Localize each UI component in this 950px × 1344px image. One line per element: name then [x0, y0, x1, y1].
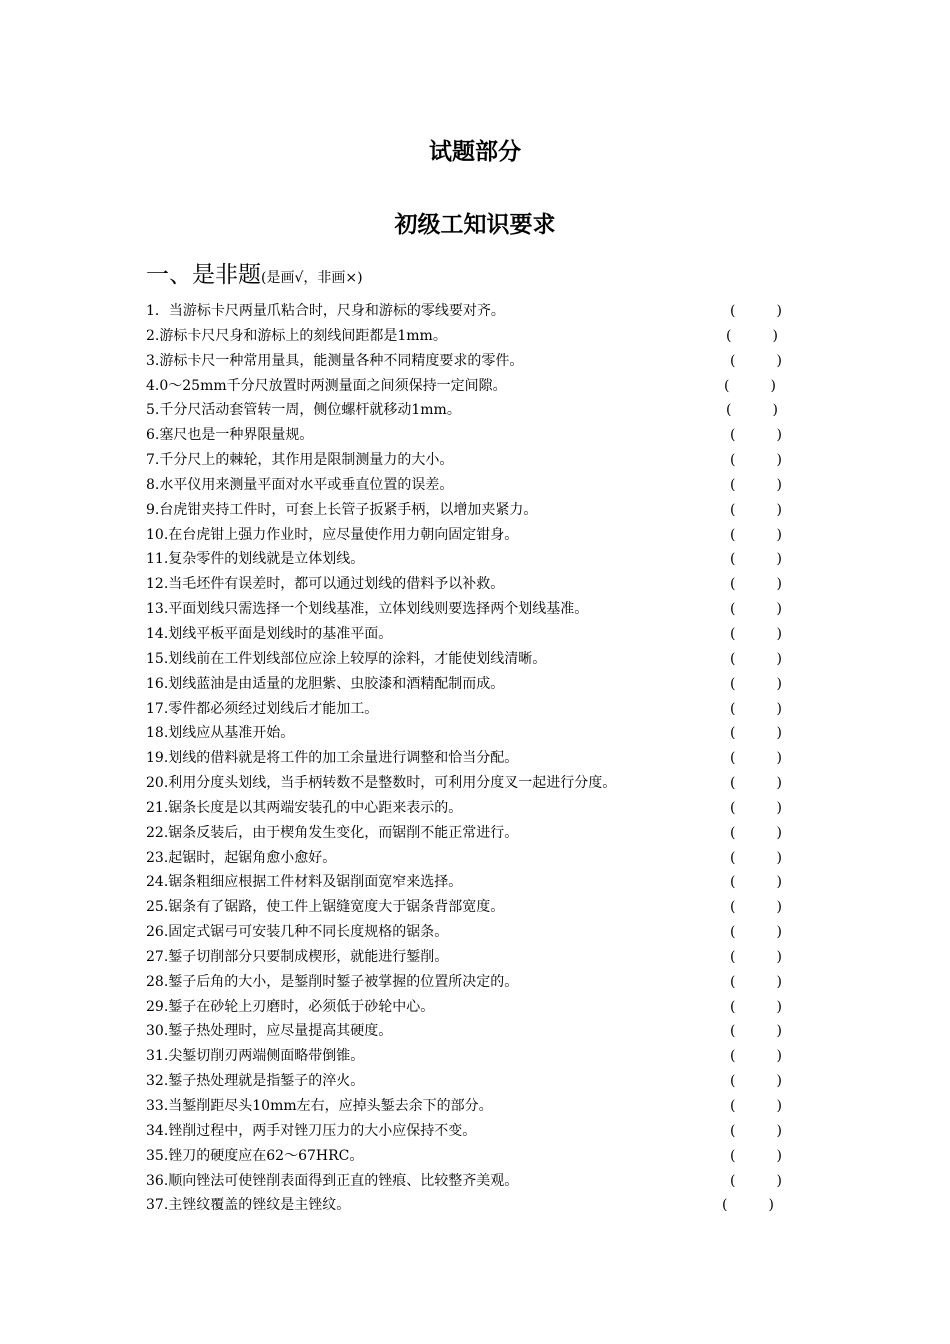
answer-blank[interactable]	[730, 846, 782, 871]
question-text: 14.划线平板平面是划线时的基准平面。	[146, 625, 393, 642]
question-text: 3.游标卡尺一种常用量具，能测量各种不同精度要求的零件。	[146, 352, 524, 369]
answer-paren-open: (	[726, 327, 732, 344]
answer-blank[interactable]	[722, 1193, 774, 1218]
answer-paren-close: )	[776, 750, 782, 767]
question-text: 2.游标卡尺尺身和游标上的刻线间距都是1mm。	[146, 327, 447, 344]
answer-paren-open: (	[730, 775, 736, 792]
question-text: 28.錾子后角的大小，是錾削时錾子被掌握的位置所决定的。	[146, 973, 519, 990]
answer-paren-open: (	[722, 1197, 728, 1214]
answer-blank[interactable]	[730, 1169, 782, 1194]
answer-blank[interactable]	[730, 1144, 782, 1169]
question-item	[146, 572, 786, 597]
question-item	[146, 846, 786, 871]
answer-paren-close: )	[776, 1023, 782, 1040]
answer-paren-close: )	[776, 476, 782, 493]
answer-blank[interactable]	[730, 771, 782, 796]
answer-paren-open: (	[730, 1073, 736, 1090]
question-text: 5.千分尺活动套管转一周，侧位螺杆就移动1mm。	[146, 402, 461, 419]
answer-paren-open: (	[730, 899, 736, 916]
question-item	[146, 1119, 786, 1144]
question-text: 23.起锯时，起锯角愈小愈好。	[146, 849, 337, 866]
answer-blank[interactable]	[730, 622, 782, 647]
question-text: 15.划线前在工件划线部位应涂上较厚的涂料，才能使划线清晰。	[146, 650, 547, 667]
answer-paren-close: )	[776, 427, 782, 444]
answer-blank[interactable]	[730, 945, 782, 970]
question-item	[146, 498, 786, 523]
question-item	[146, 895, 786, 920]
question-text: 30.錾子热处理时，应尽量提高其硬度。	[146, 1023, 393, 1040]
question-item	[146, 622, 786, 647]
answer-blank[interactable]	[730, 349, 782, 374]
answer-paren-open: (	[730, 1098, 736, 1114]
question-item	[146, 324, 786, 349]
page-subtitle: 初级工知识要求	[394, 212, 556, 238]
answer-paren-open: (	[730, 1147, 736, 1164]
question-item	[146, 1044, 786, 1069]
question-item	[146, 870, 786, 895]
answer-paren-open: (	[724, 377, 730, 394]
question-item	[146, 473, 786, 498]
answer-paren-open: (	[730, 551, 736, 568]
answer-blank[interactable]	[730, 895, 782, 920]
answer-paren-open: (	[730, 576, 736, 593]
section-title: 一、是非题	[146, 262, 261, 288]
answer-paren-open: (	[730, 998, 736, 1015]
question-item	[146, 771, 786, 796]
answer-paren-close: )	[776, 924, 782, 941]
question-item	[146, 1069, 786, 1094]
answer-paren-close: )	[776, 452, 782, 469]
answer-paren-close: )	[776, 1122, 782, 1139]
answer-paren-close: )	[772, 402, 778, 419]
question-item	[146, 547, 786, 572]
question-text: 8.水平仪用来测量平面对水平或垂直位置的误差。	[146, 476, 454, 493]
answer-paren-close: )	[776, 973, 782, 990]
answer-paren-close: )	[776, 303, 782, 319]
answer-paren-open: (	[730, 924, 736, 941]
question-text: 16.划线蓝油是由适量的龙胆紫、虫胶漆和酒精配制而成。	[146, 675, 505, 692]
answer-paren-open: (	[730, 427, 736, 444]
question-text: 4.0～25mm千分尺放置时两测量面之间须保持一定间隙。	[146, 377, 507, 394]
question-text: 12.当毛坯件有误差时，都可以通过划线的借料予以补救。	[146, 576, 505, 593]
answer-paren-close: )	[776, 551, 782, 568]
answer-paren-close: )	[776, 526, 782, 543]
answer-paren-close: )	[772, 327, 778, 344]
question-text: 21.锯条长度是以其两端安装孔的中心距来表示的。	[146, 799, 463, 816]
answer-paren-open: (	[730, 1172, 736, 1189]
question-item	[146, 597, 786, 622]
question-item	[146, 796, 786, 821]
answer-paren-open: (	[730, 501, 736, 518]
answer-paren-close: )	[776, 625, 782, 642]
answer-paren-close: )	[776, 725, 782, 742]
question-item	[146, 1169, 786, 1194]
question-item	[146, 647, 786, 672]
question-text: 33.当錾削距尽头10mm左右，应掉头錾去余下的部分。	[146, 1098, 493, 1114]
answer-paren-close: )	[776, 948, 782, 965]
answer-paren-open: (	[730, 526, 736, 543]
section-note: (是画√，非画×)	[261, 270, 363, 286]
question-text: 26.固定式锯弓可安装几种不同长度规格的锯条。	[146, 924, 449, 941]
question-item	[146, 945, 786, 970]
question-text: 10.在台虎钳上强力作业时，应尽量使作用力朝向固定钳身。	[146, 526, 519, 543]
answer-paren-open: (	[730, 650, 736, 667]
answer-blank[interactable]	[730, 597, 782, 622]
question-item	[146, 672, 786, 697]
answer-paren-open: (	[730, 849, 736, 866]
answer-paren-open: (	[730, 303, 736, 319]
answer-paren-close: )	[776, 1172, 782, 1189]
question-item	[146, 821, 786, 846]
answer-blank[interactable]	[726, 398, 778, 423]
answer-blank[interactable]	[730, 970, 782, 995]
answer-paren-open: (	[726, 402, 732, 419]
answer-paren-close: )	[776, 899, 782, 916]
answer-paren-close: )	[776, 849, 782, 866]
answer-blank[interactable]	[730, 1069, 782, 1094]
section-heading	[146, 260, 363, 290]
answer-paren-open: (	[730, 725, 736, 742]
question-text: 34.锉削过程中，两手对锉刀压力的大小应保持不变。	[146, 1122, 477, 1139]
question-text: 31.尖錾切削刃两端侧面略带倒锥。	[146, 1048, 365, 1065]
answer-blank[interactable]	[730, 423, 782, 448]
answer-blank[interactable]	[730, 697, 782, 722]
answer-blank[interactable]	[730, 647, 782, 672]
question-item	[146, 746, 786, 771]
answer-blank[interactable]	[730, 1119, 782, 1144]
question-item	[146, 995, 786, 1020]
question-text: 19.划线的借料就是将工件的加工余量进行调整和恰当分配。	[146, 750, 519, 767]
question-text: 13.平面划线只需选择一个划线基准，立体划线则要选择两个划线基准。	[146, 601, 589, 618]
answer-blank[interactable]	[730, 870, 782, 895]
answer-paren-close: )	[776, 1147, 782, 1164]
question-text: 25.锯条有了锯路，使工件上锯缝宽度大于锯条背部宽度。	[146, 899, 505, 916]
answer-paren-close: )	[768, 1197, 774, 1214]
answer-blank[interactable]	[730, 721, 782, 746]
answer-blank[interactable]	[730, 1044, 782, 1069]
answer-paren-close: )	[776, 352, 782, 369]
question-item	[146, 1094, 786, 1119]
question-text: 18.划线应从基准开始。	[146, 725, 295, 742]
question-item	[146, 1019, 786, 1044]
question-item	[146, 523, 786, 548]
answer-paren-close: )	[776, 1098, 782, 1114]
answer-blank[interactable]	[730, 995, 782, 1020]
answer-paren-open: (	[730, 625, 736, 642]
answer-paren-open: (	[730, 799, 736, 816]
answer-paren-close: )	[776, 1073, 782, 1090]
answer-blank[interactable]	[730, 821, 782, 846]
answer-paren-open: (	[730, 1048, 736, 1065]
answer-blank[interactable]	[730, 547, 782, 572]
question-item	[146, 697, 786, 722]
answer-blank[interactable]	[730, 523, 782, 548]
answer-paren-close: )	[776, 700, 782, 717]
answer-paren-open: (	[730, 452, 736, 469]
answer-paren-close: )	[776, 650, 782, 667]
answer-paren-open: (	[730, 874, 736, 891]
question-text: 24.锯条粗细应根据工件材料及锯削面宽窄来选择。	[146, 874, 463, 891]
question-text: 27.錾子切削部分只要制成楔形，就能进行錾削。	[146, 948, 449, 965]
question-item	[146, 374, 786, 399]
question-item	[146, 349, 786, 374]
answer-paren-close: )	[776, 601, 782, 618]
question-item	[146, 1193, 786, 1218]
answer-paren-close: )	[776, 874, 782, 891]
answer-blank[interactable]	[730, 1019, 782, 1044]
answer-paren-open: (	[730, 476, 736, 493]
question-text: 32.錾子热处理就是指錾子的淬火。	[146, 1073, 365, 1090]
answer-paren-open: (	[730, 675, 736, 692]
question-item	[146, 1144, 786, 1169]
question-text: 6.塞尺也是一种界限量规。	[146, 427, 314, 444]
question-text: 17.零件都必须经过划线后才能加工。	[146, 700, 379, 717]
answer-blank[interactable]	[730, 299, 782, 324]
answer-paren-open: (	[730, 973, 736, 990]
question-text: 22.锯条反装后，由于楔角发生变化，而锯削不能正常进行。	[146, 824, 519, 841]
answer-paren-close: )	[776, 775, 782, 792]
question-item	[146, 721, 786, 746]
question-item	[146, 448, 786, 473]
answer-blank[interactable]	[730, 796, 782, 821]
answer-paren-close: )	[776, 998, 782, 1015]
answer-paren-open: (	[730, 750, 736, 767]
answer-paren-open: (	[730, 948, 736, 965]
question-item	[146, 423, 786, 448]
answer-paren-close: )	[776, 576, 782, 593]
question-text: 11.复杂零件的划线就是立体划线。	[146, 551, 365, 568]
answer-paren-open: (	[730, 824, 736, 841]
question-list	[146, 299, 786, 1218]
answer-paren-open: (	[730, 700, 736, 717]
question-text: 36.顺向锉法可使锉削表面得到正直的锉痕、比较整齐美观。	[146, 1172, 519, 1189]
answer-paren-open: (	[730, 1023, 736, 1040]
question-text: 35.锉刀的硬度应在62～67HRC。	[146, 1147, 364, 1164]
answer-blank[interactable]	[730, 448, 782, 473]
answer-paren-close: )	[776, 799, 782, 816]
answer-blank[interactable]	[724, 374, 776, 399]
answer-blank[interactable]	[730, 1094, 782, 1119]
question-item	[146, 299, 786, 324]
answer-blank[interactable]	[730, 672, 782, 697]
answer-blank[interactable]	[730, 473, 782, 498]
page-title: 试题部分	[429, 139, 521, 165]
question-text: 37.主锉纹覆盖的锉纹是主锉纹。	[146, 1197, 351, 1214]
answer-paren-open: (	[730, 352, 736, 369]
answer-paren-open: (	[730, 1122, 736, 1139]
answer-blank[interactable]	[730, 920, 782, 945]
question-item	[146, 398, 786, 423]
question-item	[146, 970, 786, 995]
question-text: 9.台虎钳夹持工件时，可套上长管子扳紧手柄，以增加夹紧力。	[146, 501, 538, 518]
answer-paren-open: (	[730, 601, 736, 618]
answer-blank[interactable]	[730, 746, 782, 771]
answer-paren-close: )	[776, 1048, 782, 1065]
answer-paren-close: )	[776, 675, 782, 692]
answer-blank[interactable]	[726, 324, 778, 349]
answer-paren-close: )	[776, 501, 782, 518]
question-item	[146, 920, 786, 945]
answer-paren-close: )	[770, 377, 776, 394]
answer-paren-close: )	[776, 824, 782, 841]
question-text: 29.錾子在砂轮上刃磨时，必须低于砂轮中心。	[146, 998, 435, 1015]
question-text: 1．当游标卡尺两量爪粘合时，尺身和游标的零线要对齐。	[146, 303, 505, 319]
answer-blank[interactable]	[730, 498, 782, 523]
question-text: 7.千分尺上的棘轮，其作用是限制测量力的大小。	[146, 452, 454, 469]
answer-blank[interactable]	[730, 572, 782, 597]
question-text: 20.利用分度头划线，当手柄转数不是整数时，可利用分度叉一起进行分度。	[146, 775, 617, 792]
